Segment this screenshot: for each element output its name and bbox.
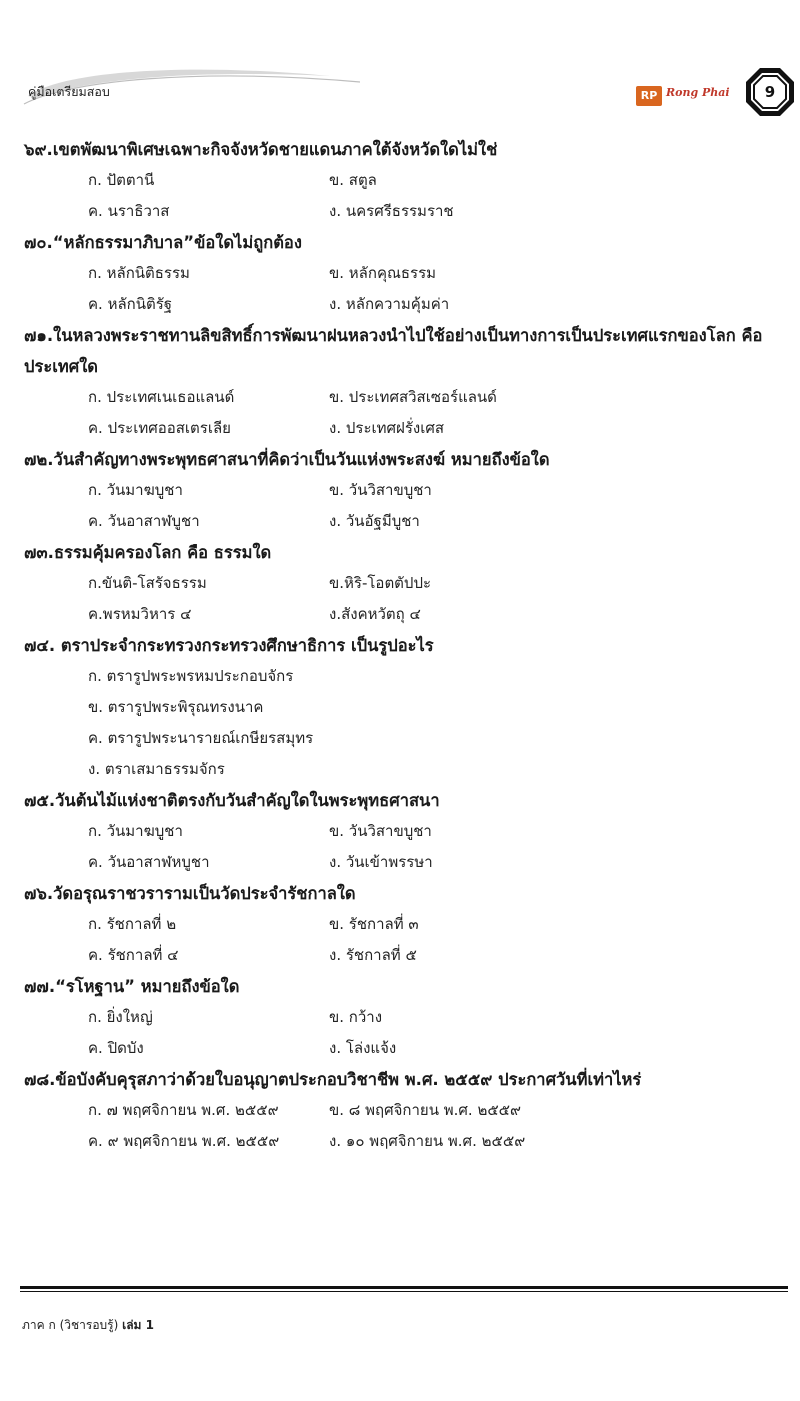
option-a: ก. ๗ พฤศจิกายน พ.ศ. ๒๕๕๙ bbox=[88, 1101, 279, 1119]
option-c: ค. ปิดบัง bbox=[88, 1039, 144, 1057]
question-73 bbox=[24, 537, 784, 630]
option-c: ค. วันอาสาฬบูชา bbox=[88, 512, 200, 530]
question-title: ๗๑.ในหลวงพระราชทานลิขสิทธิ์การพัฒนาฝนหลวงนำไปใช้อย่างเป็นทางการเป็นประเทศแรกของโลก คือ ประเทศใด bbox=[24, 326, 763, 376]
option-d: ง. โล่งแจ้ง bbox=[329, 1039, 397, 1057]
option-c: ค. ตรารูปพระนารายณ์เกษียรสมุทร bbox=[88, 729, 314, 747]
option-d: ง. หลักความคุ้มค่า bbox=[329, 295, 450, 313]
option-b: ข.หิริ-โอตตัปปะ bbox=[329, 574, 432, 592]
question-69 bbox=[24, 134, 784, 227]
option-a: ก. ปัตตานี bbox=[88, 171, 155, 189]
option-b: ข. หลักคุณธรรม bbox=[329, 264, 437, 282]
page-number-badge bbox=[744, 66, 796, 118]
question-title: ๗๗.“รโหฐาน” หมายถึงข้อใด bbox=[24, 977, 240, 996]
rong-phai-logo bbox=[636, 76, 756, 108]
question-72 bbox=[24, 444, 784, 537]
options bbox=[24, 909, 784, 971]
footer-volume: เล่ม 1 bbox=[122, 1318, 154, 1332]
option-a: ก. วันมาฆบูชา bbox=[88, 822, 183, 840]
option-d: ง. รัชกาลที่ ๕ bbox=[329, 946, 417, 964]
options bbox=[24, 1002, 784, 1064]
question-76 bbox=[24, 878, 784, 971]
footer-caption bbox=[22, 1316, 154, 1335]
options bbox=[24, 661, 784, 785]
option-c: ค. ๙ พฤศจิกายน พ.ศ. ๒๕๕๙ bbox=[88, 1132, 280, 1150]
option-a: ก.ขันติ-โสรัจธรรม bbox=[88, 574, 207, 592]
option-d: ง. ประเทศฝรั่งเศส bbox=[329, 419, 445, 437]
question-74 bbox=[24, 630, 784, 785]
option-d: ง. วันอัฐมีบูชา bbox=[329, 512, 420, 530]
option-c: ค.พรหมวิหาร ๔ bbox=[88, 605, 192, 623]
footer-part: ภาค ก (วิชารอบรู้) bbox=[22, 1318, 123, 1332]
option-b: ข. วันวิสาขบูชา bbox=[329, 481, 432, 499]
option-b: ข. วันวิสาขบูชา bbox=[329, 822, 432, 840]
option-c: ค. วันอาสาฬหบูชา bbox=[88, 853, 210, 871]
page-header bbox=[0, 0, 800, 120]
question-title: ๗๕.วันต้นไม้แห่งชาติตรงกับวันสำคัญใดในพระพุทธศาสนา bbox=[24, 791, 440, 810]
options bbox=[24, 816, 784, 878]
option-a: ก. ยิ่งใหญ่ bbox=[88, 1008, 153, 1026]
options bbox=[24, 475, 784, 537]
options bbox=[24, 382, 784, 444]
question-title: ๗๓.ธรรมคุ้มครองโลก คือ ธรรมใด bbox=[24, 543, 272, 562]
option-b: ข. ๘ พฤศจิกายน พ.ศ. ๒๕๕๙ bbox=[329, 1101, 522, 1119]
option-d: ง. นครศรีธรรมราช bbox=[329, 202, 454, 220]
option-a: ก. หลักนิติธรรม bbox=[88, 264, 190, 282]
option-d: ง. วันเข้าพรรษา bbox=[329, 853, 433, 871]
option-b: ข. กว้าง bbox=[329, 1008, 383, 1026]
question-title: ๗๖.วัดอรุณราชวรารามเป็นวัดประจำรัชกาลใด bbox=[24, 884, 356, 903]
question-list bbox=[24, 134, 784, 1157]
option-b: ข. สตูล bbox=[329, 171, 377, 189]
option-c: ค. นราธิวาส bbox=[88, 202, 170, 220]
option-c: ค. ประเทศออสเตรเลีย bbox=[88, 419, 231, 437]
question-70 bbox=[24, 227, 784, 320]
options bbox=[24, 258, 784, 320]
option-c: ค. รัชกาลที่ ๔ bbox=[88, 946, 179, 964]
question-title: ๗๘.ข้อบังคับคุรุสภาว่าด้วยใบอนุญาตประกอบวิชาชีพ พ.ศ. ๒๕๕๙ ประกาศวันที่เท่าไหร่ bbox=[24, 1070, 642, 1089]
question-77 bbox=[24, 971, 784, 1064]
question-78 bbox=[24, 1064, 784, 1157]
option-d: ง.สังคหวัตถุ ๔ bbox=[329, 605, 421, 623]
logo-mark: RP bbox=[636, 86, 662, 106]
option-d: ง. ตราเสมาธรรมจักร bbox=[88, 760, 225, 778]
option-a: ก. ประเทศเนเธอแลนด์ bbox=[88, 388, 235, 406]
footer-divider-thick bbox=[20, 1286, 788, 1289]
question-title: ๖๙.เขตพัฒนาพิเศษเฉพาะกิจจังหวัดชายแดนภาคใต้จังหวัดใดไม่ใช่ bbox=[24, 140, 498, 159]
options bbox=[24, 165, 784, 227]
question-71 bbox=[24, 320, 784, 444]
logo-text: Rong Phai bbox=[666, 86, 730, 99]
question-title: ๗๒.วันสำคัญทางพระพุทธศาสนาที่คิดว่าเป็นวันแห่งพระสงฆ์ หมายถึงข้อใด bbox=[24, 450, 550, 469]
option-d: ง. ๑๐ พฤศจิกายน พ.ศ. ๒๕๕๙ bbox=[329, 1132, 526, 1150]
options bbox=[24, 1095, 784, 1157]
option-c: ค. หลักนิติรัฐ bbox=[88, 295, 173, 313]
page-number: 9 bbox=[764, 83, 776, 101]
question-title: ๗๐.“หลักธรรมาภิบาล”ข้อใดไม่ถูกต้อง bbox=[24, 233, 302, 252]
option-a: ก. ตรารูปพระพรหมประกอบจักร bbox=[88, 667, 294, 685]
option-a: ก. วันมาฆบูชา bbox=[88, 481, 183, 499]
options bbox=[24, 568, 784, 630]
option-b: ข. ประเทศสวิสเซอร์แลนด์ bbox=[329, 388, 497, 406]
option-b: ข. ตรารูปพระพิรุณทรงนาค bbox=[88, 698, 264, 716]
header-title: คู่มือเตรียมสอบ bbox=[28, 84, 110, 99]
question-75 bbox=[24, 785, 784, 878]
option-b: ข. รัชกาลที่ ๓ bbox=[329, 915, 419, 933]
option-a: ก. รัชกาลที่ ๒ bbox=[88, 915, 177, 933]
footer-divider-thin bbox=[20, 1291, 788, 1292]
question-title: ๗๔. ตราประจำกระทรวงกระทรวงศึกษาธิการ เป็นรูปอะไร bbox=[24, 636, 434, 655]
